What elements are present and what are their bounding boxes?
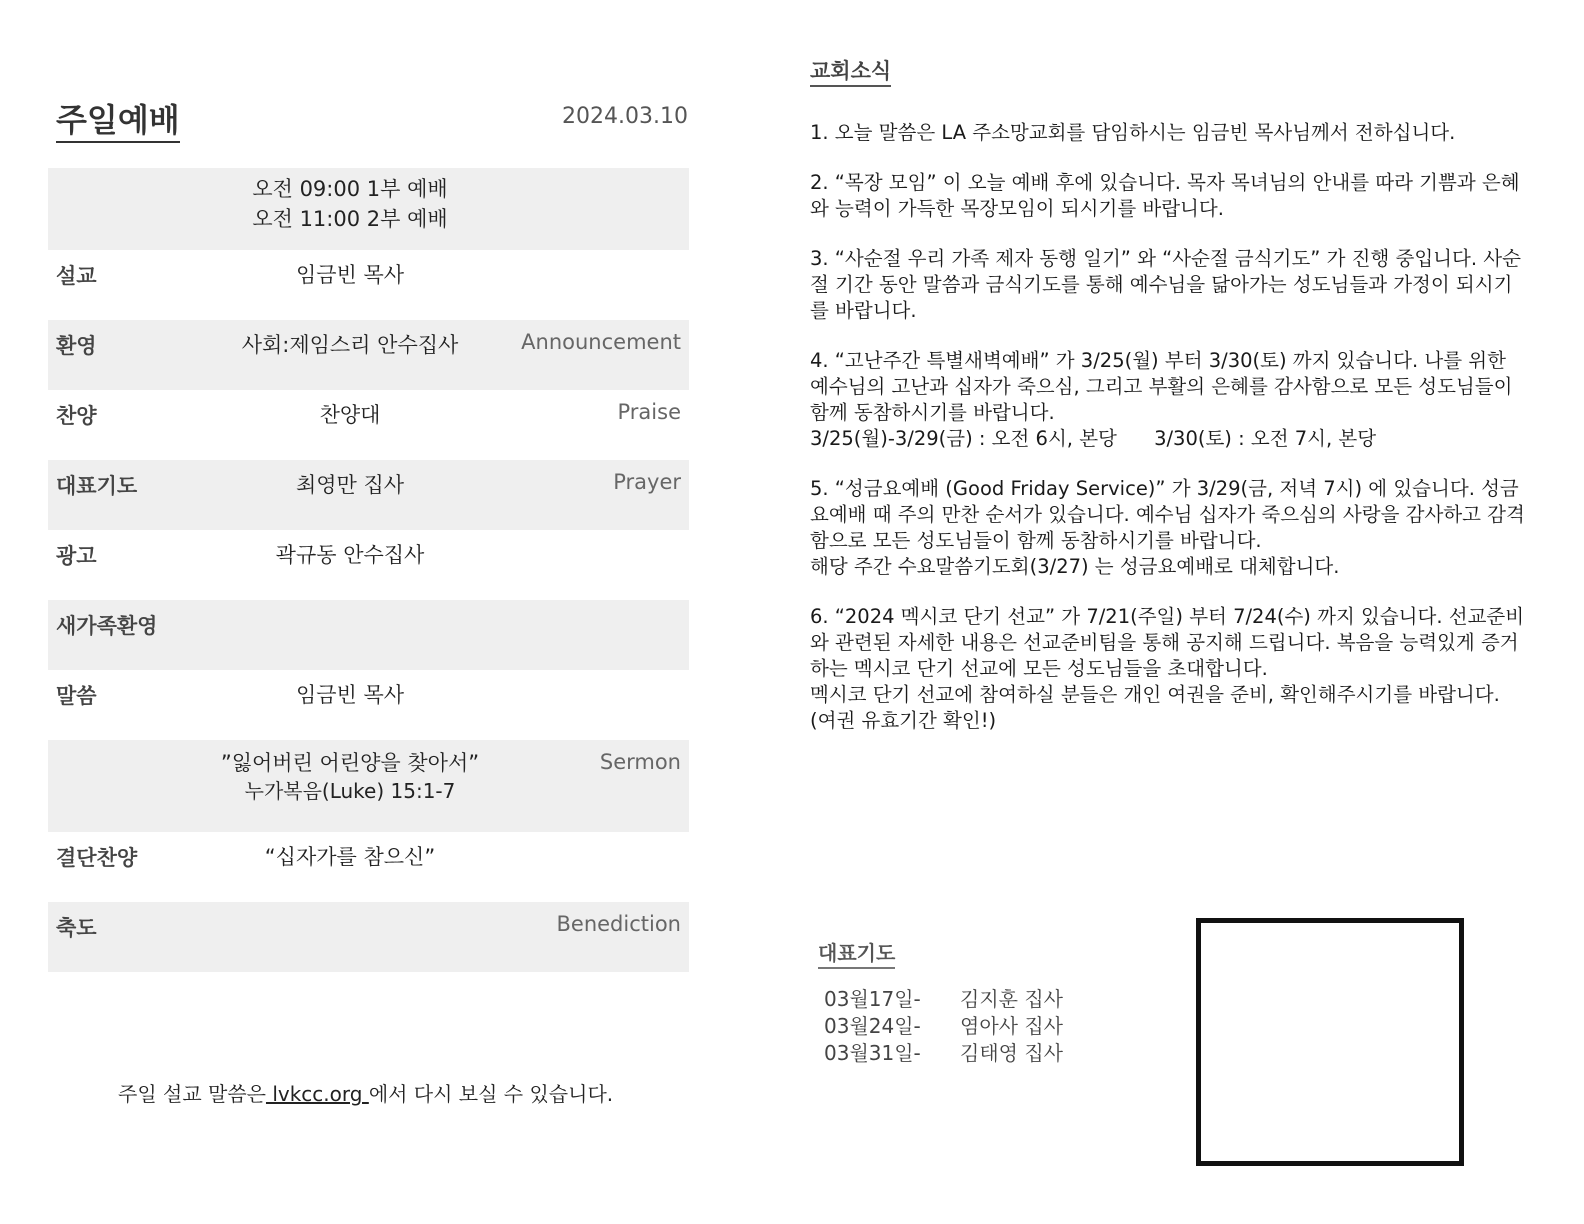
order-row-prayer	[48, 460, 689, 530]
order-english: Praise	[617, 400, 681, 424]
news-item-6-note: 멕시코 단기 선교에 참여하실 분들은 개인 여권을 준비, 확인해주시기를 바랍니다. (여권 유효기간 확인!)	[810, 683, 1500, 732]
service-date: 2024.03.10	[562, 104, 688, 129]
prayer-name: 김태영 집사	[960, 1041, 1063, 1065]
page-title: 주일예배	[56, 100, 180, 143]
service-times-row	[48, 168, 689, 250]
service-times	[190, 174, 510, 234]
order-label: 설교	[56, 264, 97, 288]
order-english: Announcement	[521, 330, 681, 354]
order-label: 광고	[56, 544, 97, 568]
qr-code-placeholder	[1196, 918, 1464, 1166]
note-text-before: 주일 설교 말씀은	[118, 1082, 266, 1106]
order-row-benediction	[48, 902, 689, 972]
prayer-name: 김지훈 집사	[960, 987, 1063, 1011]
order-of-service	[48, 168, 689, 972]
prayer-name: 염아사 집사	[960, 1014, 1063, 1038]
order-english: Benediction	[556, 912, 681, 936]
news-item-3: 3. “사순절 우리 가족 제자 동행 일기” 와 “사순절 금식기도” 가 진행 중입니다. 사순절 기간 동안 말씀과 금식기도를 통해 예수님을 닮아가는 성도님들과 가정이 되시기를 바랍니다.	[810, 247, 1521, 322]
news-item-5: 5. “성금요예배 (Good Friday Service)” 가 3/29(금, 저녁 7시) 에 있습니다. 성금요예배 때 주의 만찬 순서가 있습니다. 예수님 십자가 죽으심의 사랑을 감사하고 감격함으로 모든 성도님들이 함께 동참하시기를 바랍니다.	[810, 477, 1525, 552]
order-label: 대표기도	[56, 474, 138, 498]
sermon-scripture: 누가복음(Luke) 15:1-7	[244, 779, 456, 803]
prayer-row	[824, 1040, 1063, 1067]
order-label: 말씀	[56, 684, 97, 708]
order-content: 사회:제임스리 안수집사	[241, 333, 459, 357]
order-label: 축도	[56, 916, 97, 940]
order-row-sermon	[48, 740, 689, 832]
sermon-replay-note	[118, 1078, 613, 1107]
order-content: 곽규동 안수집사	[275, 543, 425, 567]
order-row-praise	[48, 390, 689, 460]
order-row-sermon-preacher	[48, 250, 689, 320]
order-row-new-family	[48, 600, 689, 670]
prayer-schedule-title: 대표기도	[818, 940, 895, 969]
order-row-decision-hymn	[48, 832, 689, 902]
prayer-date: 03월31일-	[824, 1041, 921, 1065]
order-english: Sermon	[599, 750, 681, 774]
service-time-1: 오전 09:00 1부 예배	[252, 177, 448, 201]
church-news-title: 교회소식	[810, 58, 891, 87]
order-english: Prayer	[613, 470, 681, 494]
news-item-4-schedule: 3/25(월)-3/29(금) : 오전 6시, 본당 3/30(토) : 오전 7시, 본당	[810, 427, 1377, 450]
order-label: 환영	[56, 334, 97, 358]
news-item-5-note: 해당 주간 수요말씀기도회(3/27) 는 성금요예배로 대체합니다.	[810, 555, 1340, 578]
website-link[interactable]: lvkcc.org	[265, 1082, 369, 1106]
note-text-after: 에서 다시 보실 수 있습니다.	[368, 1082, 614, 1106]
service-time-2: 오전 11:00 2부 예배	[252, 207, 448, 231]
prayer-row	[824, 986, 1063, 1013]
news-item-1: 1. 오늘 말씀은 LA 주소망교회를 담임하시는 임금빈 목사님께서 전하십니다.	[810, 121, 1456, 144]
order-row-welcome	[48, 320, 689, 390]
prayer-date: 03월24일-	[824, 1014, 921, 1038]
order-content: “십자가를 참으신”	[264, 845, 436, 869]
order-label: 찬양	[56, 404, 97, 428]
order-label: 새가족환영	[56, 614, 158, 638]
prayer-schedule	[824, 986, 1063, 1067]
order-content: 최영만 집사	[295, 473, 405, 497]
order-row-word	[48, 670, 689, 740]
news-item-2: 2. “목장 모임” 이 오늘 예배 후에 있습니다. 목자 목녀님의 안내를 따라 기쁨과 은혜와 능력이 가득한 목장모임이 되시기를 바랍니다.	[810, 171, 1520, 220]
news-item-6: 6. “2024 멕시코 단기 선교” 가 7/21(주일) 부터 7/24(수) 까지 있습니다. 선교준비와 관련된 자세한 내용은 선교준비팀을 통해 공지해 드립니다. 복음을 능력있게 증거하는 멕시코 단기 선교에 모든 성도님들을 초대합니다.	[810, 605, 1525, 680]
sermon-title: ”잃어버린 어린양을 찾아서”	[220, 751, 480, 775]
order-content: 찬양대	[319, 403, 381, 427]
order-content: 임금빈 목사	[295, 683, 405, 707]
prayer-date: 03월17일-	[824, 987, 921, 1011]
order-label: 결단찬양	[56, 846, 138, 870]
prayer-row	[824, 1013, 1063, 1040]
order-content: 임금빈 목사	[295, 263, 405, 287]
news-item-4: 4. “고난주간 특별새벽예배” 가 3/25(월) 부터 3/30(토) 까지 있습니다. 나를 위한 예수님의 고난과 십자가 죽으심, 그리고 부활의 은혜를 감사함으로 모든 성도님들이 함께 동참하시기를 바랍니다.	[810, 349, 1513, 424]
sermon-info	[190, 748, 510, 804]
church-news-list	[810, 120, 1526, 758]
order-row-announcement	[48, 530, 689, 600]
